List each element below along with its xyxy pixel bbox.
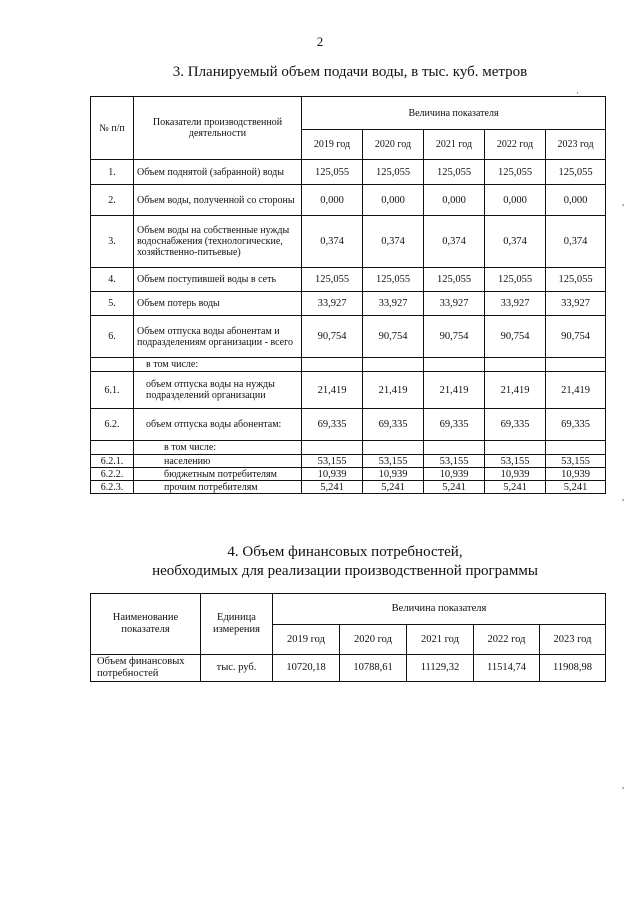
header-value-group: Величина показателя: [273, 594, 606, 625]
header-year: 2021 год: [424, 130, 485, 160]
row-name: Объем поступившей воды в сеть: [134, 268, 302, 292]
row-value: 11514,74: [474, 655, 540, 682]
row-value: 0,000: [546, 185, 606, 216]
row-name: Объем поднятой (забранной) воды: [134, 160, 302, 185]
scan-mark: ,: [622, 492, 625, 502]
row-name: Объем отпуска воды абонентам и подразделениям организации - всего: [134, 316, 302, 358]
row-value: 5,241: [485, 481, 546, 494]
row-num: [91, 441, 134, 455]
row-value: 90,754: [424, 316, 485, 358]
header-year: 2023 год: [540, 625, 606, 655]
row-value: 69,335: [424, 409, 485, 441]
row-name: населению: [134, 455, 302, 468]
header-year: 2022 год: [485, 130, 546, 160]
section-4-title: [0, 543, 640, 581]
header-year: 2020 год: [363, 130, 424, 160]
row-value: 10,939: [424, 468, 485, 481]
row-value: 125,055: [424, 268, 485, 292]
scan-mark: ·: [576, 88, 579, 98]
row-value: 0,374: [363, 216, 424, 268]
row-num: 5.: [91, 292, 134, 316]
row-value: 53,155: [546, 455, 606, 468]
row-num: 4.: [91, 268, 134, 292]
row-num: 6.1.: [91, 372, 134, 409]
scan-mark: ,: [622, 780, 625, 790]
row-value: 90,754: [363, 316, 424, 358]
row-value: 69,335: [546, 409, 606, 441]
row-value: 125,055: [363, 268, 424, 292]
row-num: [91, 358, 134, 372]
table-row: [91, 481, 606, 494]
row-value: 10,939: [485, 468, 546, 481]
row-value: 33,927: [302, 292, 363, 316]
header-year: 2020 год: [340, 625, 407, 655]
row-value: 0,374: [546, 216, 606, 268]
row-value: 90,754: [546, 316, 606, 358]
row-value: 0,374: [302, 216, 363, 268]
scan-mark: ,: [622, 197, 625, 207]
row-num: 3.: [91, 216, 134, 268]
row-value: 10,939: [546, 468, 606, 481]
row-name: объем отпуска воды на нужды подразделений организации: [134, 372, 302, 409]
table-row: [91, 409, 606, 441]
row-value: 53,155: [424, 455, 485, 468]
financial-needs-table: [90, 593, 606, 682]
header-year: 2022 год: [474, 625, 540, 655]
row-num: 6.2.3.: [91, 481, 134, 494]
row-name: объем отпуска воды абонентам:: [134, 409, 302, 441]
row-value: 125,055: [302, 268, 363, 292]
table-row: [91, 441, 606, 455]
row-value: 21,419: [424, 372, 485, 409]
row-value: 0,000: [424, 185, 485, 216]
row-name: в том числе:: [134, 358, 302, 372]
section-4-title-line2: необходимых для реализации производственной программы: [152, 563, 538, 579]
row-value: 11129,32: [407, 655, 474, 682]
table-row: [91, 160, 606, 185]
row-value: 21,419: [485, 372, 546, 409]
row-num: 6.2.2.: [91, 468, 134, 481]
table-row: [91, 268, 606, 292]
header-year: 2019 год: [302, 130, 363, 160]
water-supply-table: [90, 96, 606, 494]
table-row: [91, 655, 606, 682]
row-value: 90,754: [485, 316, 546, 358]
row-value: 125,055: [363, 160, 424, 185]
row-value: 21,419: [546, 372, 606, 409]
row-num: 1.: [91, 160, 134, 185]
row-name: Объем потерь воды: [134, 292, 302, 316]
header-num: № п/п: [91, 97, 134, 160]
row-num: 6.2.1.: [91, 455, 134, 468]
row-value: 33,927: [424, 292, 485, 316]
row-value: 69,335: [485, 409, 546, 441]
row-value: 0,000: [302, 185, 363, 216]
row-value: 10,939: [363, 468, 424, 481]
row-num: 6.2.: [91, 409, 134, 441]
row-value: 33,927: [363, 292, 424, 316]
row-value: 125,055: [485, 160, 546, 185]
row-value: 33,927: [485, 292, 546, 316]
table-row: [91, 316, 606, 358]
row-value: 0,374: [424, 216, 485, 268]
row-value: 0,000: [485, 185, 546, 216]
header-unit: Единица измерения: [201, 594, 273, 655]
header-indicator: Показатели производственной деятельности: [134, 97, 302, 160]
row-num: 6.: [91, 316, 134, 358]
row-value: 125,055: [485, 268, 546, 292]
row-value: 53,155: [302, 455, 363, 468]
page-number: 2: [316, 34, 324, 49]
table-row: [91, 372, 606, 409]
row-value: 5,241: [546, 481, 606, 494]
table-row: [91, 468, 606, 481]
header-year: 2019 год: [273, 625, 340, 655]
row-value: 53,155: [363, 455, 424, 468]
row-value: 21,419: [302, 372, 363, 409]
row-value: 53,155: [485, 455, 546, 468]
row-value: 10,939: [302, 468, 363, 481]
row-value: 69,335: [363, 409, 424, 441]
table-row: [91, 455, 606, 468]
row-name: в том числе:: [134, 441, 302, 455]
row-value: 125,055: [546, 160, 606, 185]
row-value: 69,335: [302, 409, 363, 441]
row-name: прочим потребителям: [134, 481, 302, 494]
section-3-title: 3. Планируемый объем подачи воды, в тыс. куб. метров: [172, 64, 528, 80]
row-value: 90,754: [302, 316, 363, 358]
row-value: 33,927: [546, 292, 606, 316]
table-row: [91, 216, 606, 268]
row-value: 10788,61: [340, 655, 407, 682]
header-year: 2021 год: [407, 625, 474, 655]
row-value: 11908,98: [540, 655, 606, 682]
row-unit: тыс. руб.: [201, 655, 273, 682]
row-value: 125,055: [424, 160, 485, 185]
row-value: 125,055: [546, 268, 606, 292]
row-name: Объем финансовых потребностей: [91, 655, 201, 682]
row-value: 21,419: [363, 372, 424, 409]
table-row: [91, 185, 606, 216]
header-year: 2023 год: [546, 130, 606, 160]
row-value: 10720,18: [273, 655, 340, 682]
row-value: 125,055: [302, 160, 363, 185]
row-name: Объем воды на собственные нужды водоснабжения (технологические, хозяйственно-питьевые): [134, 216, 302, 268]
row-num: 2.: [91, 185, 134, 216]
table-row: [91, 358, 606, 372]
row-value: 5,241: [302, 481, 363, 494]
row-name: бюджетным потребителям: [134, 468, 302, 481]
row-value: 0,374: [485, 216, 546, 268]
row-value: 5,241: [363, 481, 424, 494]
header-name: Наименование показателя: [91, 594, 201, 655]
row-value: 0,000: [363, 185, 424, 216]
row-name: Объем воды, полученной со стороны: [134, 185, 302, 216]
table-row: [91, 292, 606, 316]
section-4-title-line1: 4. Объем финансовых потребностей,: [227, 544, 463, 560]
header-value-group: Величина показателя: [302, 97, 606, 130]
row-value: 5,241: [424, 481, 485, 494]
